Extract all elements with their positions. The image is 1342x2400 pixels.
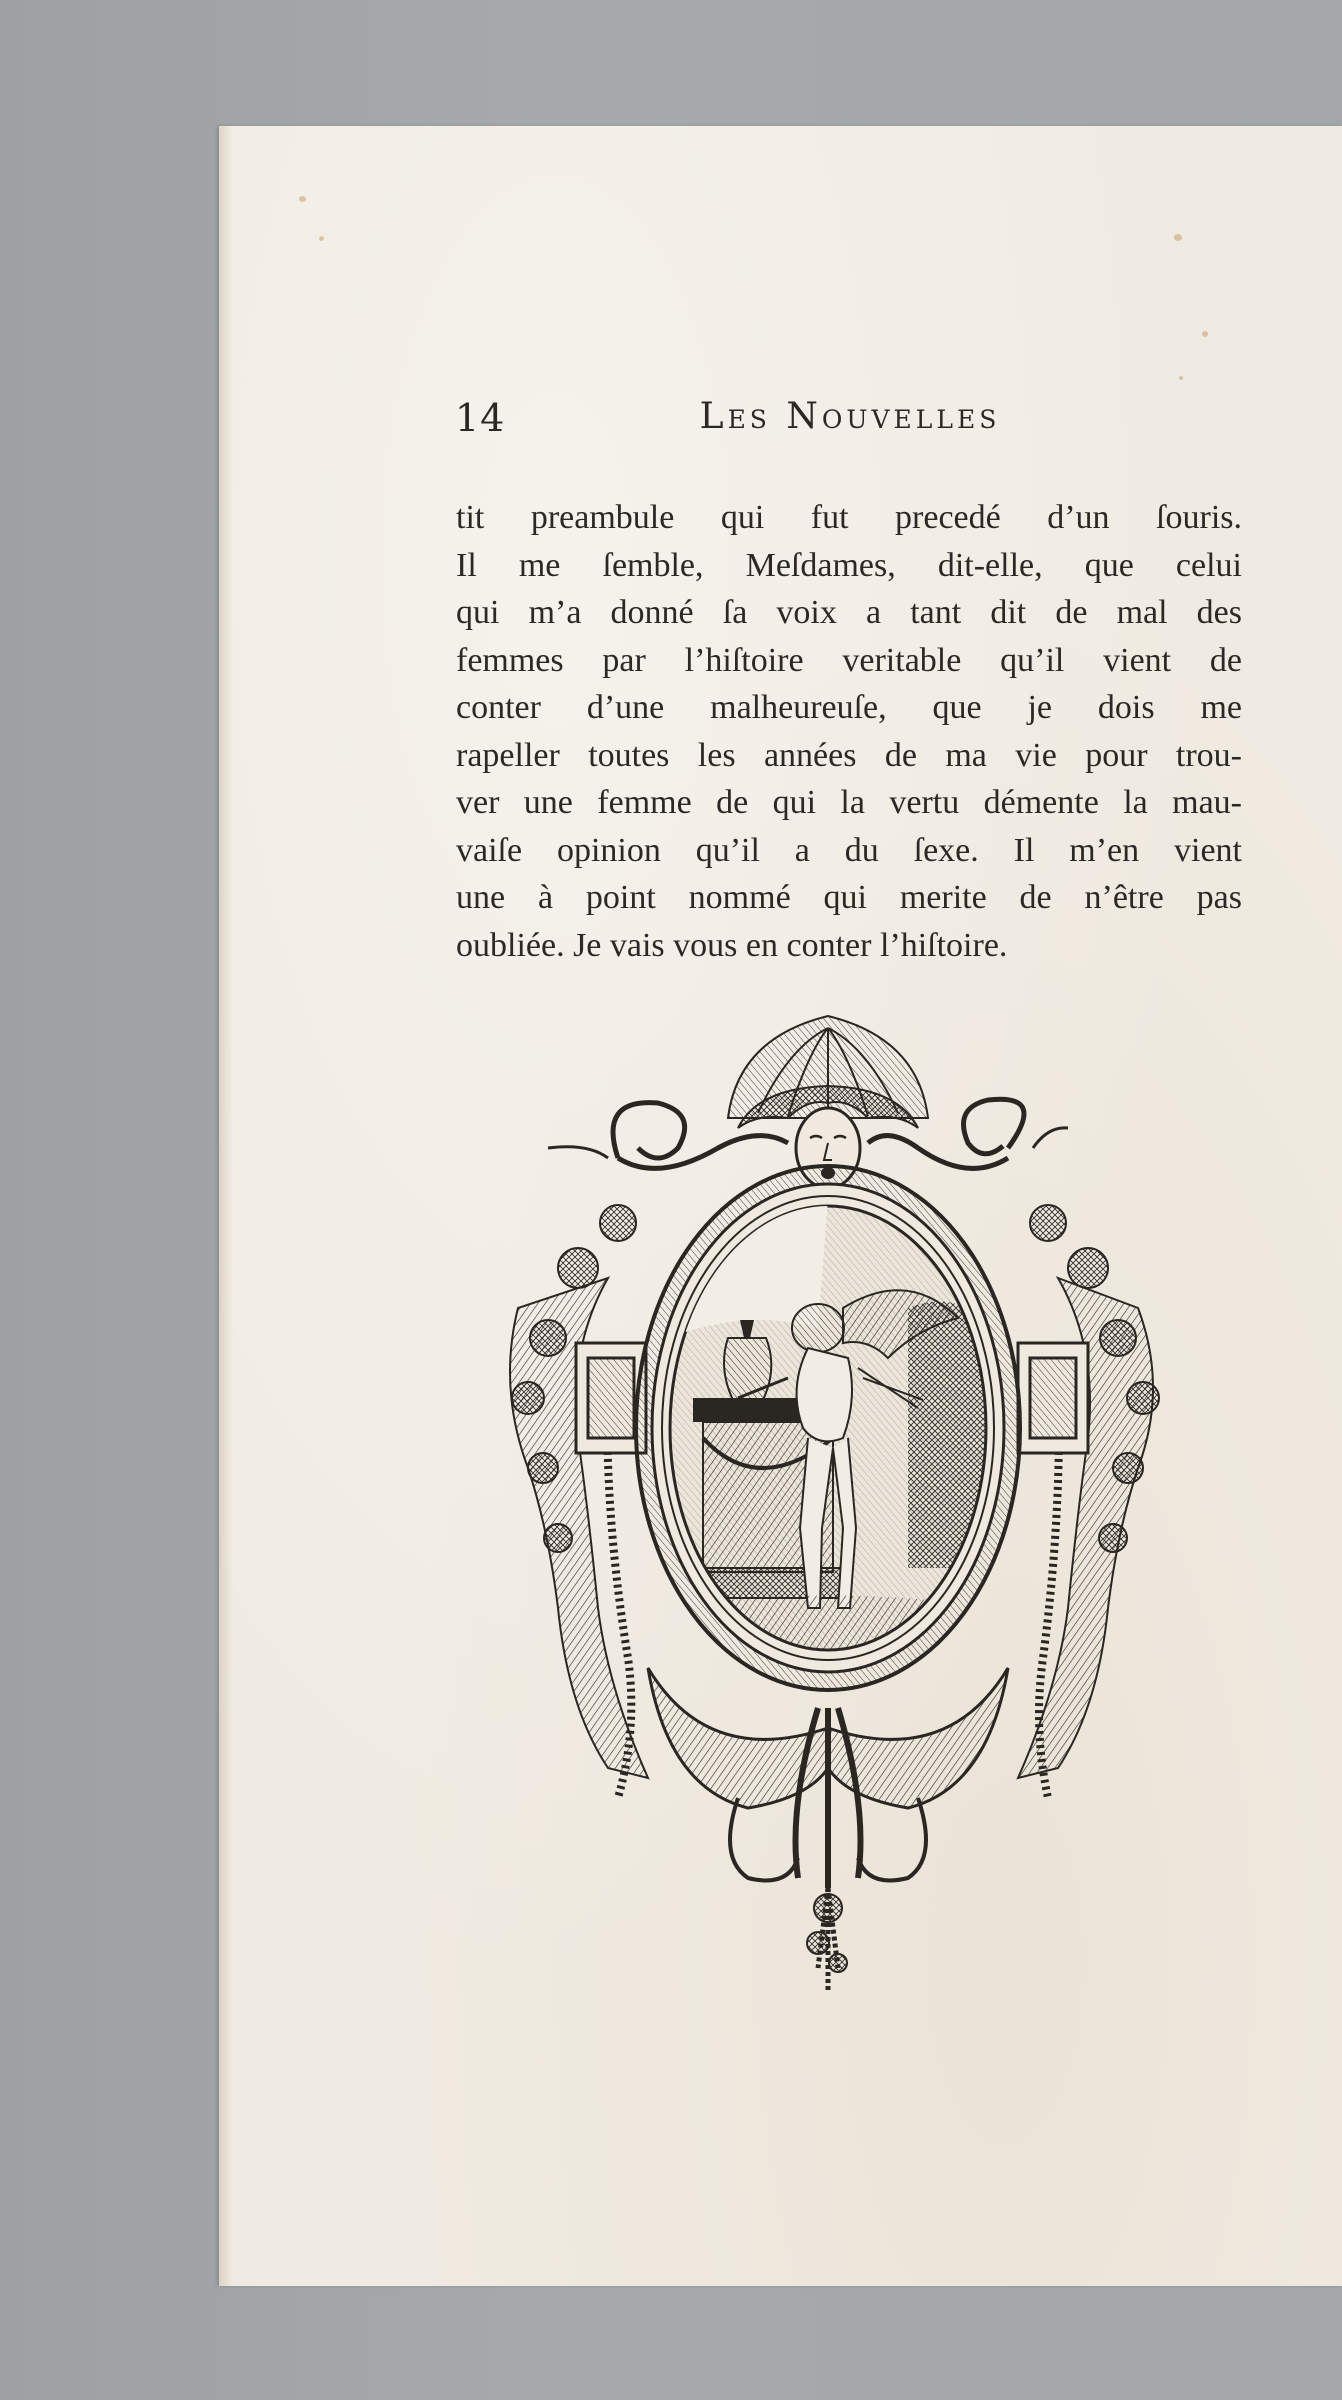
vignette-drawing	[488, 1008, 1188, 1998]
engraved-vignette	[488, 1008, 1188, 1998]
page-edge-shadow	[219, 126, 233, 2286]
text-line: rapeller toutes les années de ma vie pour trou-	[456, 736, 1242, 774]
text-line: vaiſe opinion qu’il a du ſexe. Il m’en vient	[456, 831, 1242, 869]
text-line: femmes par l’hiſtoire veritable qu’il vient de	[456, 641, 1242, 679]
text-line: tit preambule qui fut precedé d’un ſouris.	[456, 499, 1242, 536]
text-line: oubliée. Je vais vous en conter l’hiſtoire.	[456, 926, 1008, 964]
text-line: qui m’a donné ſa voix a tant dit de mal des	[456, 594, 1242, 631]
running-head: Les Nouvelles	[699, 396, 1001, 437]
foxing-spot	[1202, 331, 1208, 337]
foxing-spot	[319, 236, 324, 241]
text-line: Il me ſemble, Meſdames, dit-elle, que celui	[456, 546, 1242, 584]
page-header	[455, 396, 1245, 456]
left-garland	[510, 1205, 648, 1798]
page-number: 14	[455, 396, 506, 440]
foxing-spot	[1174, 234, 1182, 241]
right-garland	[1018, 1205, 1159, 1798]
foxing-spot	[1179, 376, 1183, 380]
text-line: une à point nommé qui merite de n’être pas	[456, 879, 1242, 916]
body-text	[456, 494, 1242, 969]
bottom-drapery	[648, 1668, 1008, 1993]
text-line: conter d’une malheureuſe, que je dois me	[456, 689, 1242, 726]
foxing-spot	[299, 196, 306, 202]
text-line: ver une femme de qui la vertu démente la mau-	[456, 784, 1242, 821]
